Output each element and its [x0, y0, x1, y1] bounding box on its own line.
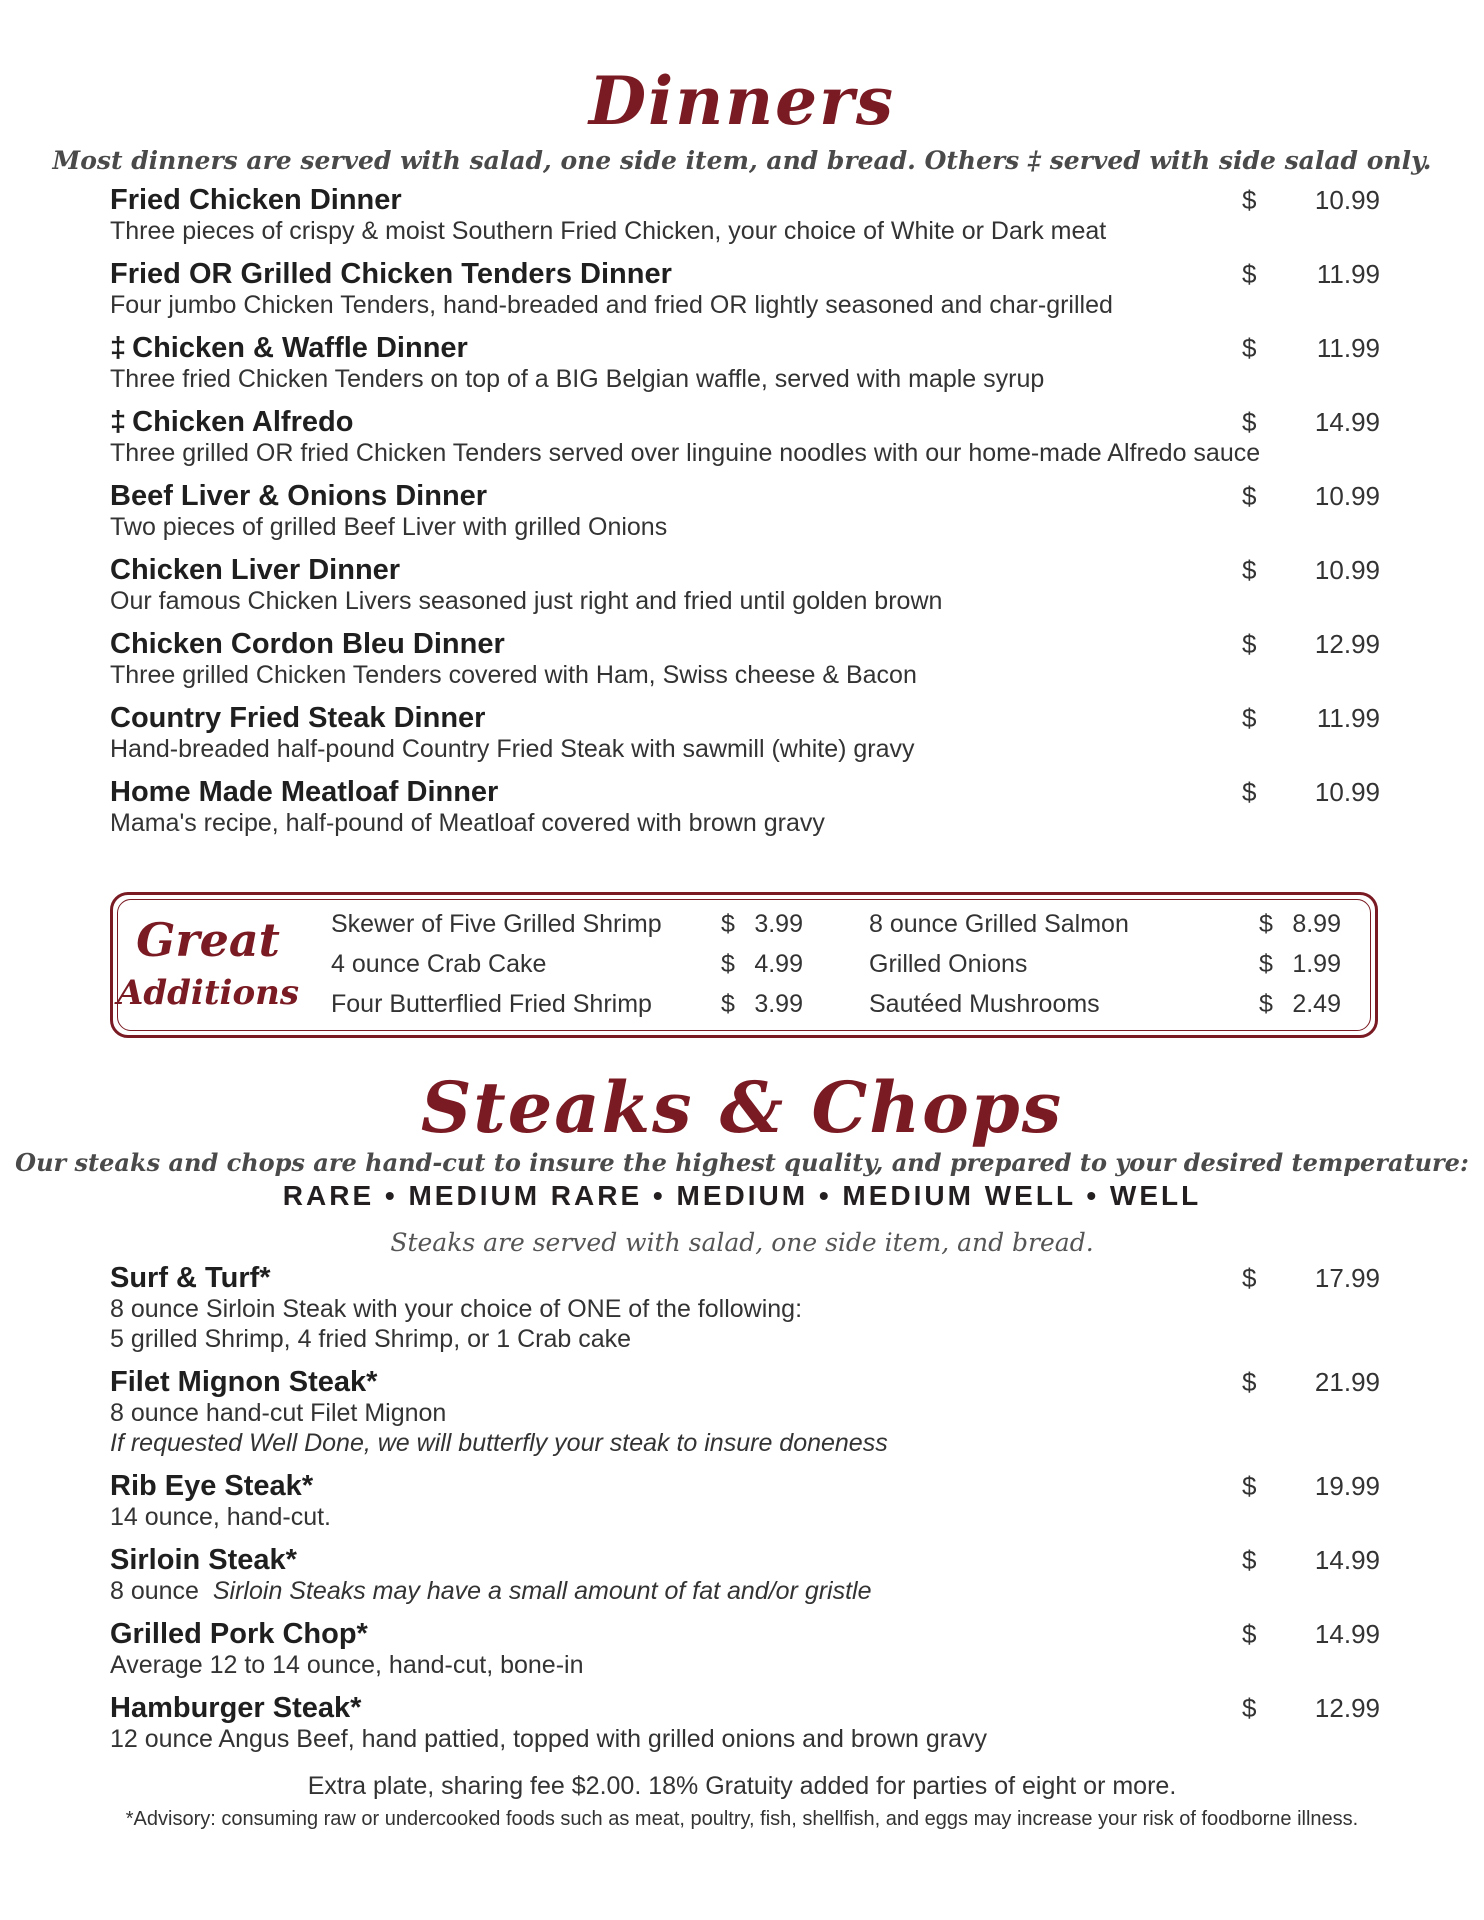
- item-name: Rib Eye Steak*: [110, 1470, 314, 1502]
- great-additions-box: [110, 892, 1378, 1038]
- item-price: 12.99: [1314, 1693, 1380, 1723]
- item-description: Three pieces of crispy & moist Southern Fried Chicken, your choice of White or Dark meat: [110, 217, 1107, 245]
- item-description: Hand-breaded half-pound Country Fried Steak with sawmill (white) gravy: [110, 735, 915, 763]
- addition-item-name: 8 ounce Grilled Salmon: [869, 910, 1129, 938]
- menu-item: [110, 406, 1380, 468]
- menu-item: [110, 554, 1380, 616]
- item-description: 8 ounce Sirloin Steak with your choice of ONE of the following:: [110, 1295, 803, 1323]
- item-description: 8 ounce: [110, 1577, 199, 1605]
- dinners-note: Most dinners are served with salad, one side item, and bread. Others ‡ served with side salad only.: [52, 146, 1432, 175]
- menu-item: [110, 480, 1380, 542]
- item-description-note: Sirloin Steaks may have a small amount of fat and/or gristle: [212, 1577, 872, 1605]
- item-name: Grilled Pork Chop*: [110, 1618, 368, 1650]
- item-currency: $: [1242, 1693, 1257, 1723]
- additions-title-line1: Great: [136, 913, 280, 967]
- side-salad-only-mark: ‡: [110, 406, 127, 438]
- addition-item-price: 4.99: [754, 950, 803, 978]
- item-description: 8 ounce hand-cut Filet Mignon: [110, 1399, 447, 1427]
- item-description: Two pieces of grilled Beef Liver with grilled Onions: [110, 513, 668, 541]
- item-price: 10.99: [1314, 481, 1380, 511]
- menu-item: [110, 1544, 1380, 1606]
- item-name: Sirloin Steak*: [110, 1544, 297, 1576]
- item-price: 10.99: [1314, 777, 1380, 807]
- item-currency: $: [1242, 703, 1257, 733]
- item-description: 12 ounce Angus Beef, hand pattied, topped with grilled onions and brown gravy: [110, 1725, 988, 1753]
- item-price: 17.99: [1314, 1263, 1380, 1293]
- dinners-title: Dinners: [588, 62, 896, 140]
- item-price: 21.99: [1314, 1367, 1380, 1397]
- item-name: Home Made Meatloaf Dinner: [110, 776, 499, 808]
- item-currency: $: [1242, 1263, 1257, 1293]
- item-description: Four jumbo Chicken Tenders, hand-breaded and fried OR lightly seasoned and char-grilled: [110, 291, 1113, 319]
- menu-item: [110, 702, 1380, 764]
- addition-item-currency: $: [721, 950, 735, 978]
- addition-item-currency: $: [1259, 990, 1273, 1018]
- addition-item-currency: $: [1259, 950, 1273, 978]
- addition-item-name: 4 ounce Crab Cake: [331, 950, 547, 978]
- menu-item: [110, 332, 1380, 394]
- item-name: Surf & Turf*: [110, 1262, 271, 1294]
- item-currency: $: [1242, 555, 1257, 585]
- steaks-title: Steaks & Chops: [420, 1066, 1064, 1149]
- item-name: Chicken Cordon Bleu Dinner: [110, 628, 505, 660]
- item-currency: $: [1242, 1545, 1257, 1575]
- addition-item-name: Sautéed Mushrooms: [869, 990, 1100, 1018]
- item-currency: $: [1242, 333, 1257, 363]
- item-name: Chicken & Waffle Dinner: [132, 332, 468, 364]
- temperature-options: RARE • MEDIUM RARE • MEDIUM • MEDIUM WELL • WELL: [282, 1180, 1202, 1211]
- item-price: 11.99: [1316, 259, 1380, 289]
- addition-item-name: Four Butterflied Fried Shrimp: [331, 990, 652, 1018]
- item-price: 10.99: [1314, 555, 1380, 585]
- item-name: Fried OR Grilled Chicken Tenders Dinner: [110, 258, 672, 290]
- item-price: 11.99: [1316, 703, 1380, 733]
- item-description-note: If requested Well Done, we will butterfly your steak to insure doneness: [110, 1429, 888, 1457]
- menu-item: [110, 628, 1380, 690]
- item-price: 14.99: [1314, 1545, 1380, 1575]
- addition-item-name: Grilled Onions: [869, 950, 1028, 978]
- additions-title-line2: Additions: [116, 973, 299, 1013]
- item-description: Three grilled Chicken Tenders covered with Ham, Swiss cheese & Bacon: [110, 661, 917, 689]
- steaks-served-note: Steaks are served with salad, one side item, and bread.: [390, 1228, 1094, 1257]
- addition-item-name: Skewer of Five Grilled Shrimp: [331, 910, 662, 938]
- item-price: 12.99: [1314, 629, 1380, 659]
- steaks-note: Our steaks and chops are hand-cut to insure the highest quality, and prepared to your desired temperature:: [15, 1148, 1469, 1177]
- addition-item-price: 1.99: [1292, 950, 1341, 978]
- item-description: Three grilled OR fried Chicken Tenders served over linguine noodles with our home-made Alfredo sauce: [110, 439, 1261, 467]
- item-currency: $: [1242, 481, 1257, 511]
- addition-item-currency: $: [721, 910, 735, 938]
- item-name: Chicken Liver Dinner: [110, 554, 401, 586]
- item-currency: $: [1242, 1367, 1257, 1397]
- addition-item-currency: $: [1259, 910, 1273, 938]
- item-description: Our famous Chicken Livers seasoned just right and fried until golden brown: [110, 587, 943, 615]
- item-currency: $: [1242, 185, 1257, 215]
- menu-item: [110, 1366, 1380, 1458]
- item-currency: $: [1242, 777, 1257, 807]
- menu-item: [110, 1262, 1380, 1354]
- item-description: Mama's recipe, half-pound of Meatloaf covered with brown gravy: [110, 809, 825, 837]
- item-description-line2: 5 grilled Shrimp, 4 fried Shrimp, or 1 Crab cake: [110, 1325, 632, 1353]
- side-salad-only-mark: ‡: [110, 332, 127, 364]
- item-name: Chicken Alfredo: [132, 406, 354, 438]
- item-name: Country Fried Steak Dinner: [110, 702, 486, 734]
- item-currency: $: [1242, 407, 1257, 437]
- addition-item-price: 3.99: [754, 990, 803, 1018]
- item-price: 11.99: [1316, 333, 1380, 363]
- menu-item: [110, 1618, 1380, 1680]
- item-price: 14.99: [1314, 1619, 1380, 1649]
- item-description: Three fried Chicken Tenders on top of a BIG Belgian waffle, served with maple syrup: [110, 365, 1045, 393]
- menu-item: [110, 184, 1380, 246]
- item-price: 14.99: [1314, 407, 1380, 437]
- item-currency: $: [1242, 629, 1257, 659]
- item-name: Hamburger Steak*: [110, 1692, 362, 1724]
- addition-item-price: 3.99: [754, 910, 803, 938]
- item-description: Average 12 to 14 ounce, hand-cut, bone-in: [110, 1651, 584, 1679]
- food-advisory: *Advisory: consuming raw or undercooked foods such as meat, poultry, fish, shellfish, and eggs may increase your risk of foodborne illness.: [125, 1808, 1359, 1830]
- addition-item-currency: $: [721, 990, 735, 1018]
- item-currency: $: [1242, 1619, 1257, 1649]
- addition-item-price: 8.99: [1292, 910, 1341, 938]
- item-name: Fried Chicken Dinner: [110, 184, 402, 216]
- item-price: 19.99: [1314, 1471, 1380, 1501]
- item-price: 10.99: [1314, 185, 1380, 215]
- menu-item: [110, 258, 1380, 320]
- item-name: Beef Liver & Onions Dinner: [110, 480, 488, 512]
- menu-item: [110, 776, 1380, 838]
- menu-item: [110, 1470, 1380, 1532]
- menu-item: [110, 1692, 1380, 1754]
- item-currency: $: [1242, 1471, 1257, 1501]
- item-description: 14 ounce, hand-cut.: [110, 1503, 331, 1531]
- sharing-fee-note: Extra plate, sharing fee $2.00. 18% Gratuity added for parties of eight or more.: [307, 1772, 1177, 1800]
- addition-item-price: 2.49: [1292, 990, 1341, 1018]
- item-name: Filet Mignon Steak*: [110, 1366, 378, 1398]
- item-currency: $: [1242, 259, 1257, 289]
